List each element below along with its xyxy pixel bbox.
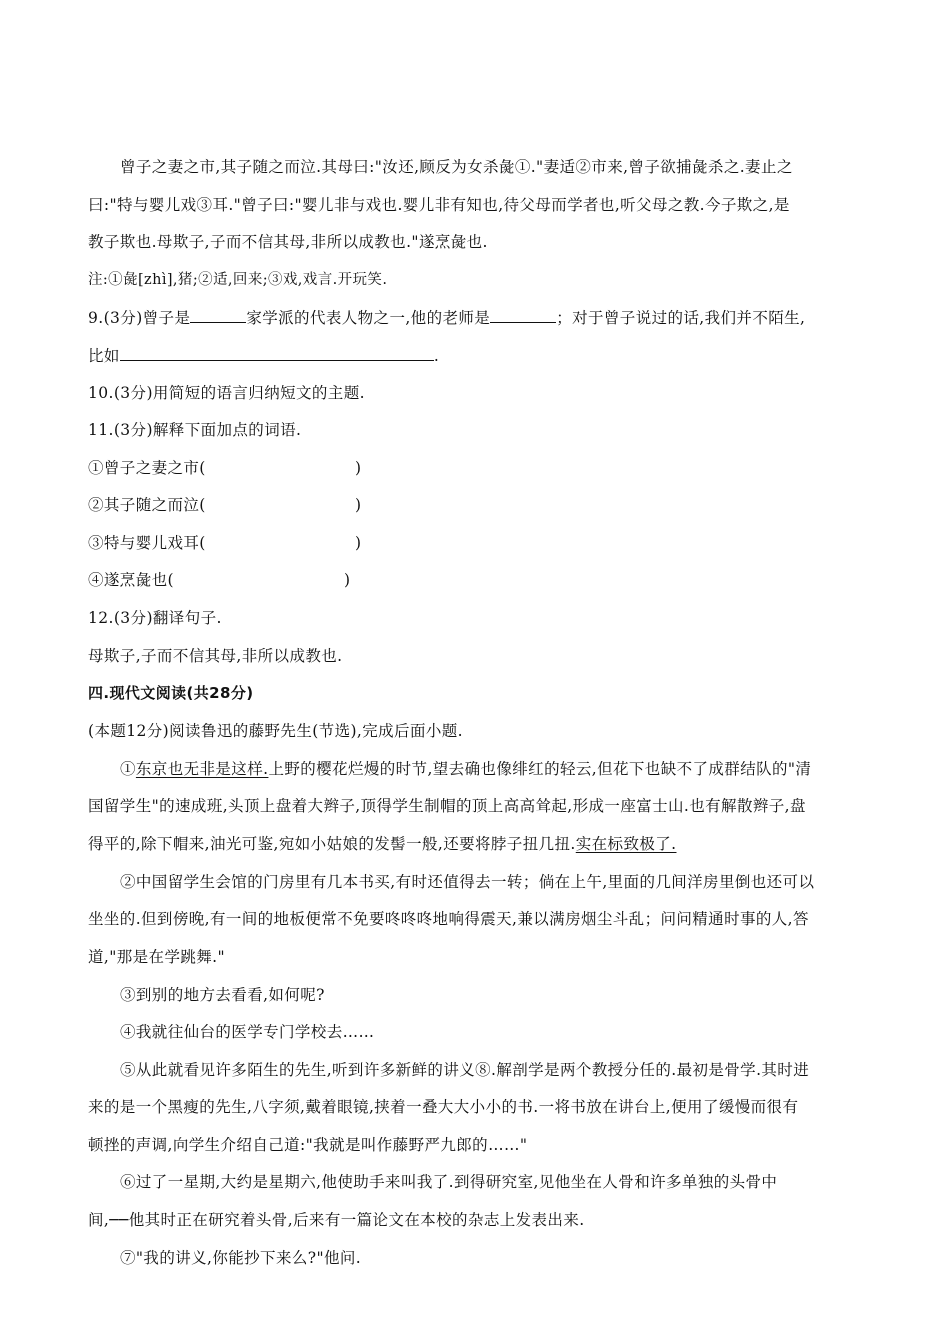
q11-item-2-text: ②其子随之而泣(	[88, 496, 206, 514]
q11-item-1-text: ①曾子之妻之市(	[88, 459, 206, 477]
p1-underlined-sentence-2: 实在标致极了.	[575, 835, 677, 853]
p1-underlined-sentence: 东京也无非是这样.	[135, 760, 269, 778]
p1-line3-text: 得平的,除下帽来,油光可鉴,宛如小姑娘的发髻一般,还要将脖子扭几扭.	[88, 835, 576, 853]
passage-p5-line-1: ⑤从此就看见许多陌生的先生,听到许多新鲜的讲义⑧.解剖学是两个教授分任的.最初是骨学.其时进	[120, 1061, 810, 1079]
question-12-sentence: 母欺子,子而不信其母,非所以成教也.	[88, 647, 343, 665]
passage-p5-line-3: 顿挫的声调,向学生介绍自己道:"我就是叫作藤野严九郎的……"	[88, 1136, 528, 1154]
q11-item-3-text: ③特与婴儿戏耳(	[88, 534, 206, 552]
passage-p2-line-3: 道,"那是在学跳舞."	[88, 948, 226, 966]
classical-text-line-1: 曾子之妻之市,其子随之而泣.其母曰:"汝还,顾反为女杀彘①."妻适②市来,曾子欲捕彘杀之.妻止之	[120, 158, 793, 176]
passage-p1-line-1	[120, 759, 900, 779]
question-10: 10.(3分)用简短的语言归纳短文的主题.	[88, 384, 365, 402]
q11-item-4-text: ④遂烹彘也(	[88, 571, 174, 589]
classical-text-line-3: 教子欺也.母欺子,子而不信其母,非所以成教也."遂烹彘也.	[88, 233, 488, 251]
question-11-item-3	[88, 533, 868, 553]
section-4-intro: (本题12分)阅读鲁迅的藤野先生(节选),完成后面小题.	[88, 722, 463, 740]
passage-p6-line-1: ⑥过了一星期,大约是星期六,他使助手来叫我了.到得研究室,见他坐在人骨和许多单独的头骨中	[120, 1173, 778, 1191]
classical-text-line-2: 曰:"特与婴儿戏③耳."曾子曰:"婴儿非与戏也.婴儿非有知也,待父母而学者也,听父母之教.今子欺之,是	[88, 196, 790, 214]
question-9-line-1	[88, 307, 868, 328]
section-4-heading: 四.现代文阅读(共28分)	[88, 684, 254, 702]
passage-p3: ③到别的地方去看看,如何呢?	[120, 986, 325, 1004]
question-11-item-4	[88, 570, 868, 590]
q9-part-c: ；对于曾子说过的话,我们并不陌生,	[556, 309, 806, 327]
p1-rest: 上野的樱花烂熳的时节,望去确也像绯红的轻云,但花下也缺不了成群结队的"清	[268, 760, 812, 778]
q9-answer-blank-3[interactable]	[120, 345, 434, 361]
question-11: 11.(3分)解释下面加点的词语.	[88, 421, 302, 439]
q11-item-2-close: )	[355, 496, 362, 514]
question-11-item-1	[88, 458, 868, 478]
q9-end: .	[433, 347, 440, 365]
q9-part-d: 比如	[88, 347, 120, 365]
p1-number: ①	[120, 760, 136, 778]
q9-part-b: 家学派的代表人物之一,他的老师是	[246, 309, 491, 327]
question-9-line-2	[88, 345, 868, 366]
passage-p1-line-2: 国留学生"的速成班,头顶上盘着大辫子,顶得学生制帽的顶上高高耸起,形成一座富士山.也有解散辫子,盘	[88, 797, 806, 815]
q11-item-4-close: )	[344, 571, 351, 589]
passage-p7: ⑦"我的讲义,你能抄下来么?"他问.	[120, 1249, 362, 1267]
passage-p5-line-2: 来的是一个黑瘦的先生,八字须,戴着眼镜,挟着一叠大大小小的书.一将书放在讲台上,便用了缓慢而很有	[88, 1098, 799, 1116]
q9-answer-blank-2[interactable]	[490, 307, 556, 323]
question-12: 12.(3分)翻译句子.	[88, 609, 222, 627]
passage-p2-line-2: 坐坐的.但到傍晚,有一间的地板便常不免要咚咚咚地响得震天,兼以满房烟尘斗乱；问问精通时事的人,答	[88, 910, 809, 928]
passage-p1-line-3	[88, 834, 868, 854]
question-11-item-2	[88, 495, 868, 515]
q11-item-1-close: )	[355, 459, 362, 477]
classical-note: 注:①彘[zhì],猪;②适,回来;③戏,戏言.开玩笑.	[88, 272, 388, 288]
q9-answer-blank-1[interactable]	[190, 307, 246, 323]
passage-p4: ④我就往仙台的医学专门学校去……	[120, 1023, 375, 1041]
q11-item-3-close: )	[355, 534, 362, 552]
passage-p2-line-1: ②中国留学生会馆的门房里有几本书买,有时还值得去一转；倘在上午,里面的几间洋房里倒也还可以	[120, 873, 815, 891]
passage-p6-line-2: 间,──他其时正在研究着头骨,后来有一篇论文在本校的杂志上发表出来.	[88, 1211, 585, 1229]
q9-part-a: 9.(3分)曾子是	[88, 309, 191, 327]
